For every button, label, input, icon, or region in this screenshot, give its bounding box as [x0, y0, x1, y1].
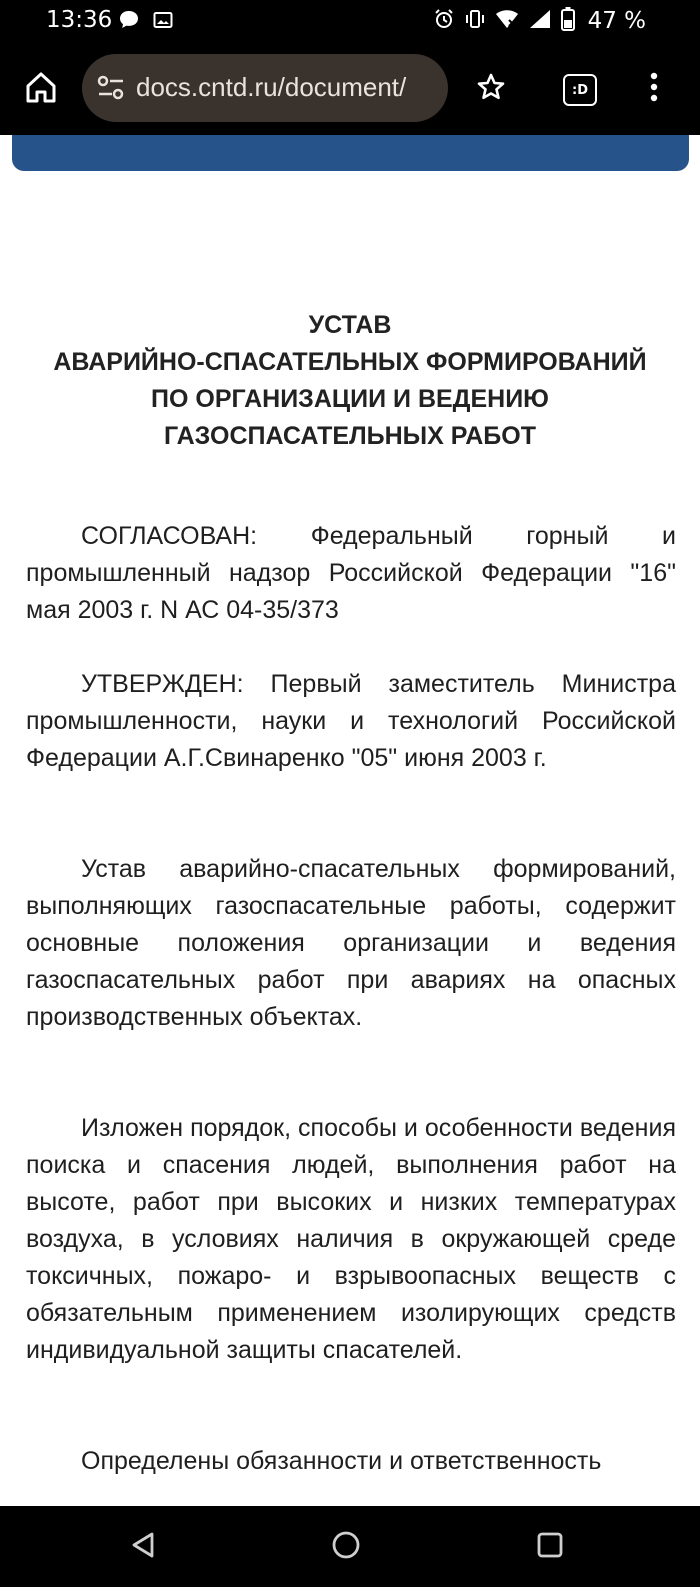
paragraph-duties: Определены обязанности и ответственность [81, 1447, 602, 1475]
paragraph-approved: УТВЕРЖДЕН: Первый заместитель Министра промышленности, науки и технологий Российской Федерации А.Г.Свинаренко "05" июня 2003 г. [26, 670, 676, 772]
url-text[interactable]: docs.cntd.ru/document/ [136, 72, 407, 102]
alarm-icon [433, 8, 455, 34]
page-content[interactable] [0, 135, 700, 1506]
battery-icon [561, 7, 575, 35]
vibrate-icon [464, 8, 486, 34]
back-icon[interactable] [128, 1530, 158, 1565]
tabs-icon[interactable]: :D [563, 74, 597, 106]
url-bar[interactable] [82, 54, 448, 122]
paragraph-agreed: СОГЛАСОВАН: Федеральный горный и промышленный надзор Российской Федерации "16" мая 2003 г. N АС 04-35/373 [26, 522, 676, 624]
title-line: АВАРИЙНО-СПАСАТЕЛЬНЫХ ФОРМИРОВАНИЙ [53, 348, 647, 376]
wifi-icon [495, 8, 519, 34]
top-banner[interactable] [12, 135, 689, 171]
status-time: 13:36 [46, 7, 113, 33]
signal-icon [528, 8, 552, 34]
browser-toolbar [0, 42, 700, 135]
chat-bubble-icon [118, 9, 140, 35]
more-vert-icon[interactable] [650, 72, 658, 107]
home-circle-icon[interactable] [330, 1529, 362, 1566]
star-icon [476, 72, 506, 102]
paragraph-procedures: Изложен порядок, способы и особенности ведения поиска и спасения людей, выполнения работ на высоте, работ при высоких и низких температурах воздуха, в условиях наличия в окружающей среде токсичных, пожаро- и взрывоопасных веществ с обязательным применением изолирующих средств индивидуальной защиты спасателей. [26, 1114, 676, 1364]
recents-icon[interactable] [536, 1531, 564, 1564]
battery-percent: 47 % [587, 8, 646, 34]
document-title [30, 307, 670, 455]
image-icon [152, 9, 174, 35]
title-line: ПО ОРГАНИЗАЦИИ И ВЕДЕНИЮ [151, 385, 549, 413]
title-line: УСТАВ [308, 311, 392, 339]
home-button[interactable] [22, 69, 62, 109]
status-bar [0, 0, 700, 42]
paragraph-intro: Устав аварийно-спасательных формирований, выполняющих газоспасательные работы, содержит основные положения организации и ведения газоспасательных работ при авариях на опасных производственных объектах. [26, 855, 676, 1031]
title-line: ГАЗОСПАСАТЕЛЬНЫХ РАБОТ [164, 422, 536, 450]
home-icon [22, 69, 60, 107]
bookmark-button[interactable] [476, 72, 506, 107]
system-nav-bar [0, 1506, 700, 1587]
site-info-icon[interactable] [96, 74, 126, 107]
